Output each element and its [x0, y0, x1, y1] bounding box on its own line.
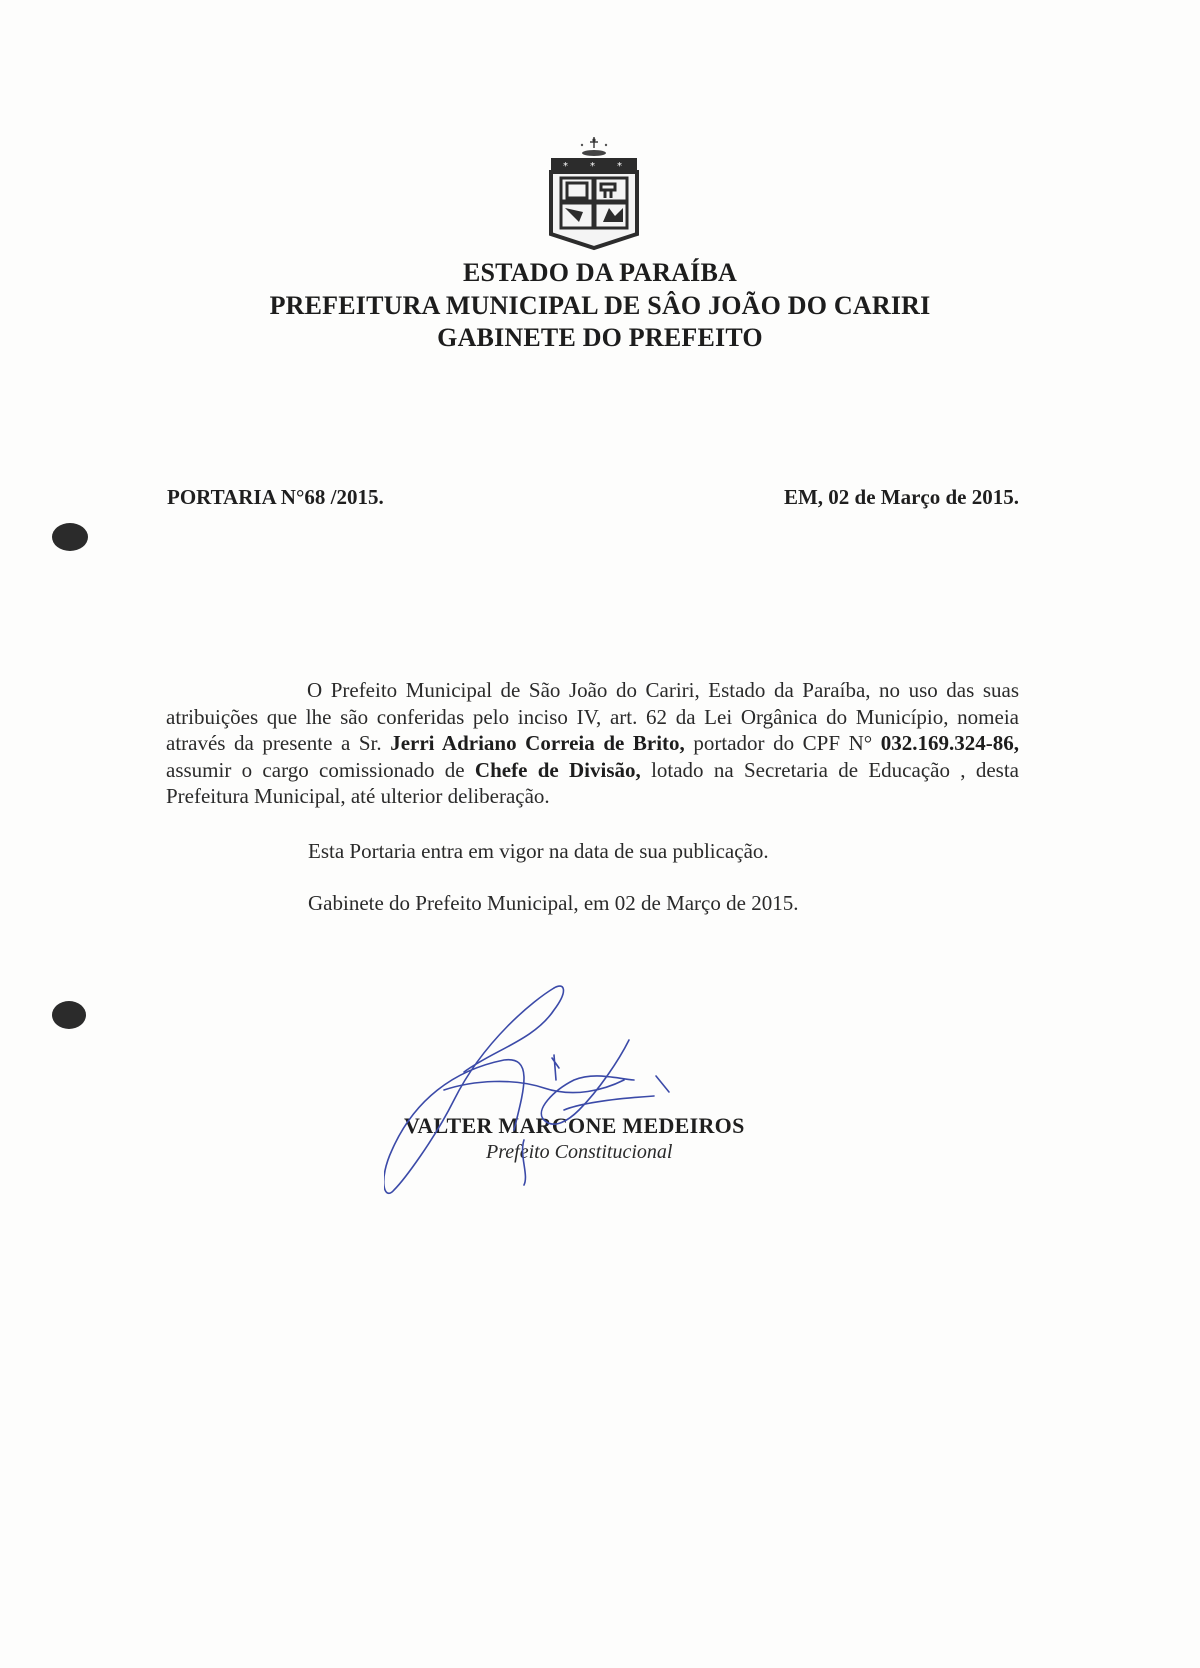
municipal-coat-of-arms-icon [549, 136, 639, 252]
appointment-text-4: lotado na Secretaria de Educação , desta Prefeitura Municipal, até ulterior deliberação. [166, 757, 1019, 809]
appointment-text-1: O Prefeito Municipal de São João do Cariri, Estado da Paraíba, no uso das suas atribuições que lhe são conferidas pelo inciso IV, art. 62 da Lei Orgânica do Município, nomeia através da presente a Sr. [166, 678, 1019, 756]
punch-hole-top [52, 523, 88, 551]
body-paragraph-effective: Esta Portaria entra em vigor na data de sua publicação. [308, 839, 769, 863]
appointee-role: Chefe de Divisão, [474, 757, 641, 782]
svg-text:*: * [563, 161, 568, 172]
handwritten-signature [384, 980, 714, 1200]
body-paragraph-closing: Gabinete do Prefeito Municipal, em 02 de Março de 2015. [308, 891, 799, 915]
svg-text:*: * [590, 161, 595, 172]
ordinance-date: EM, 02 de Março de 2015. [783, 485, 1019, 509]
appointment-text-3: assumir o cargo comissionado de [166, 731, 1030, 782]
punch-hole-bottom [52, 1001, 86, 1029]
ordinance-number: PORTARIA N°68 /2015. [167, 485, 384, 509]
signatory-name: VALTER MARCONE MEDEIROS [404, 1113, 745, 1138]
appointee-cpf: 032.169.324-86, [880, 731, 1019, 756]
header-office: GABINETE DO PREFEITO [437, 323, 763, 352]
appointment-text-2: portador do CPF N° [684, 731, 881, 756]
header-municipality: PREFEITURA MUNICIPAL DE SÂO JOÃO DO CARIRI [269, 291, 931, 320]
body-paragraph-appointment [166, 677, 1030, 810]
appointee-name: Jerri Adriano Correia de Brito, [390, 731, 685, 756]
signatory-title: Prefeito Constitucional [486, 1141, 673, 1163]
header-state: ESTADO DA PARAÍBA [462, 258, 738, 287]
svg-text:*: * [617, 161, 622, 172]
